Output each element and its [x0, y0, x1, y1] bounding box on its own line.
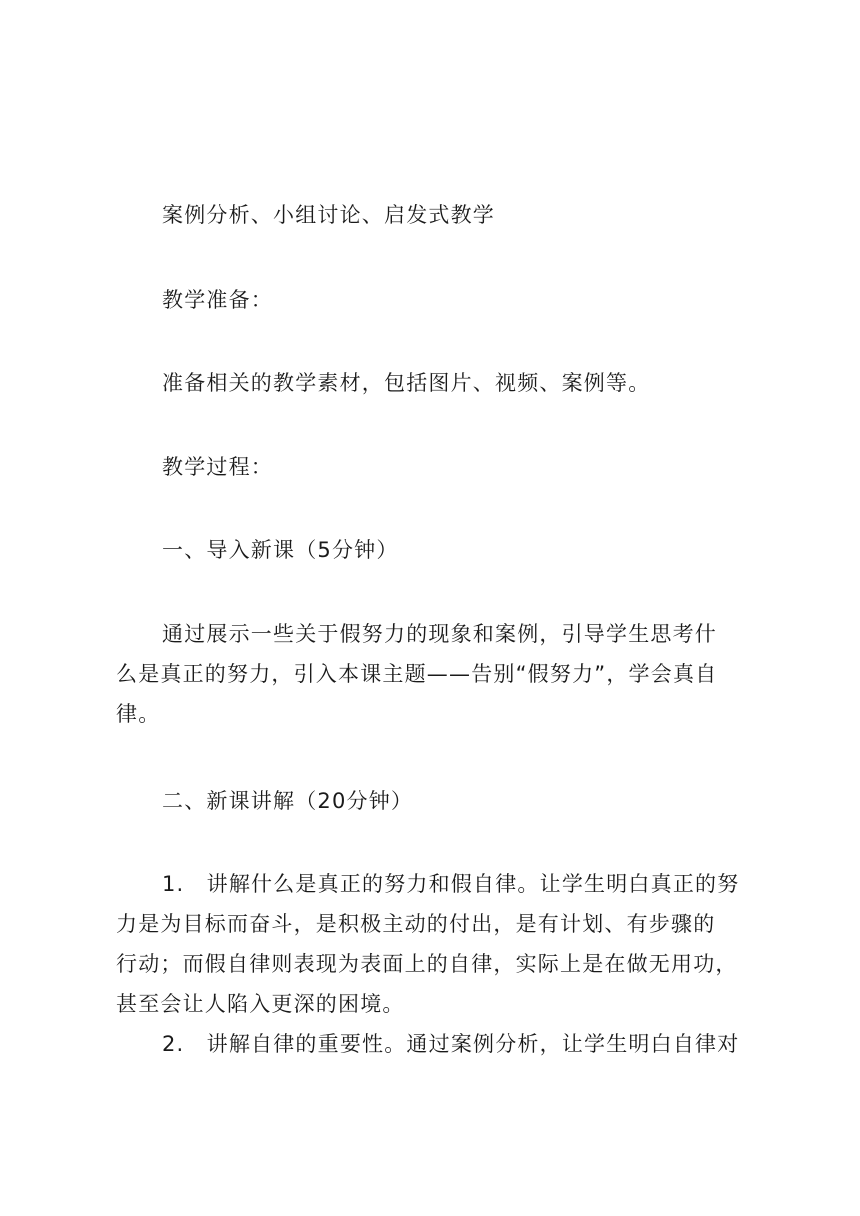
- section-one-paragraph-line: 律。: [116, 702, 161, 726]
- teaching-process-heading: 教学过程：: [162, 455, 273, 479]
- section-one-paragraph-line: 么是真正的努力，引入本课主题——告别“假努力”，学会真自: [116, 662, 718, 686]
- section-one-heading: 一、导入新课（5分钟）: [162, 538, 399, 562]
- point-one-line: 力是为目标而奋斗，是积极主动的付出，是有计划、有步骤的: [116, 912, 716, 936]
- point-one-line: 1. 讲解什么是真正的努力和假自律。让学生明白真正的努: [162, 872, 740, 896]
- teaching-methods-text: 案例分析、小组讨论、启发式教学: [162, 203, 495, 227]
- section-two-heading: 二、新课讲解（20分钟）: [162, 789, 414, 813]
- teaching-preparation-text: 准备相关的教学素材，包括图片、视频、案例等。: [162, 371, 651, 395]
- point-one-line: 行动；而假自律则表现为表面上的自律，实际上是在做无用功，: [116, 952, 738, 976]
- section-one-paragraph-line: 通过展示一些关于假努力的现象和案例，引导学生思考什: [162, 622, 717, 646]
- point-one-line: 甚至会让人陷入更深的困境。: [116, 992, 405, 1016]
- point-two-line: 2. 讲解自律的重要性。通过案例分析，让学生明白自律对: [162, 1032, 740, 1056]
- teaching-preparation-heading: 教学准备：: [162, 288, 273, 312]
